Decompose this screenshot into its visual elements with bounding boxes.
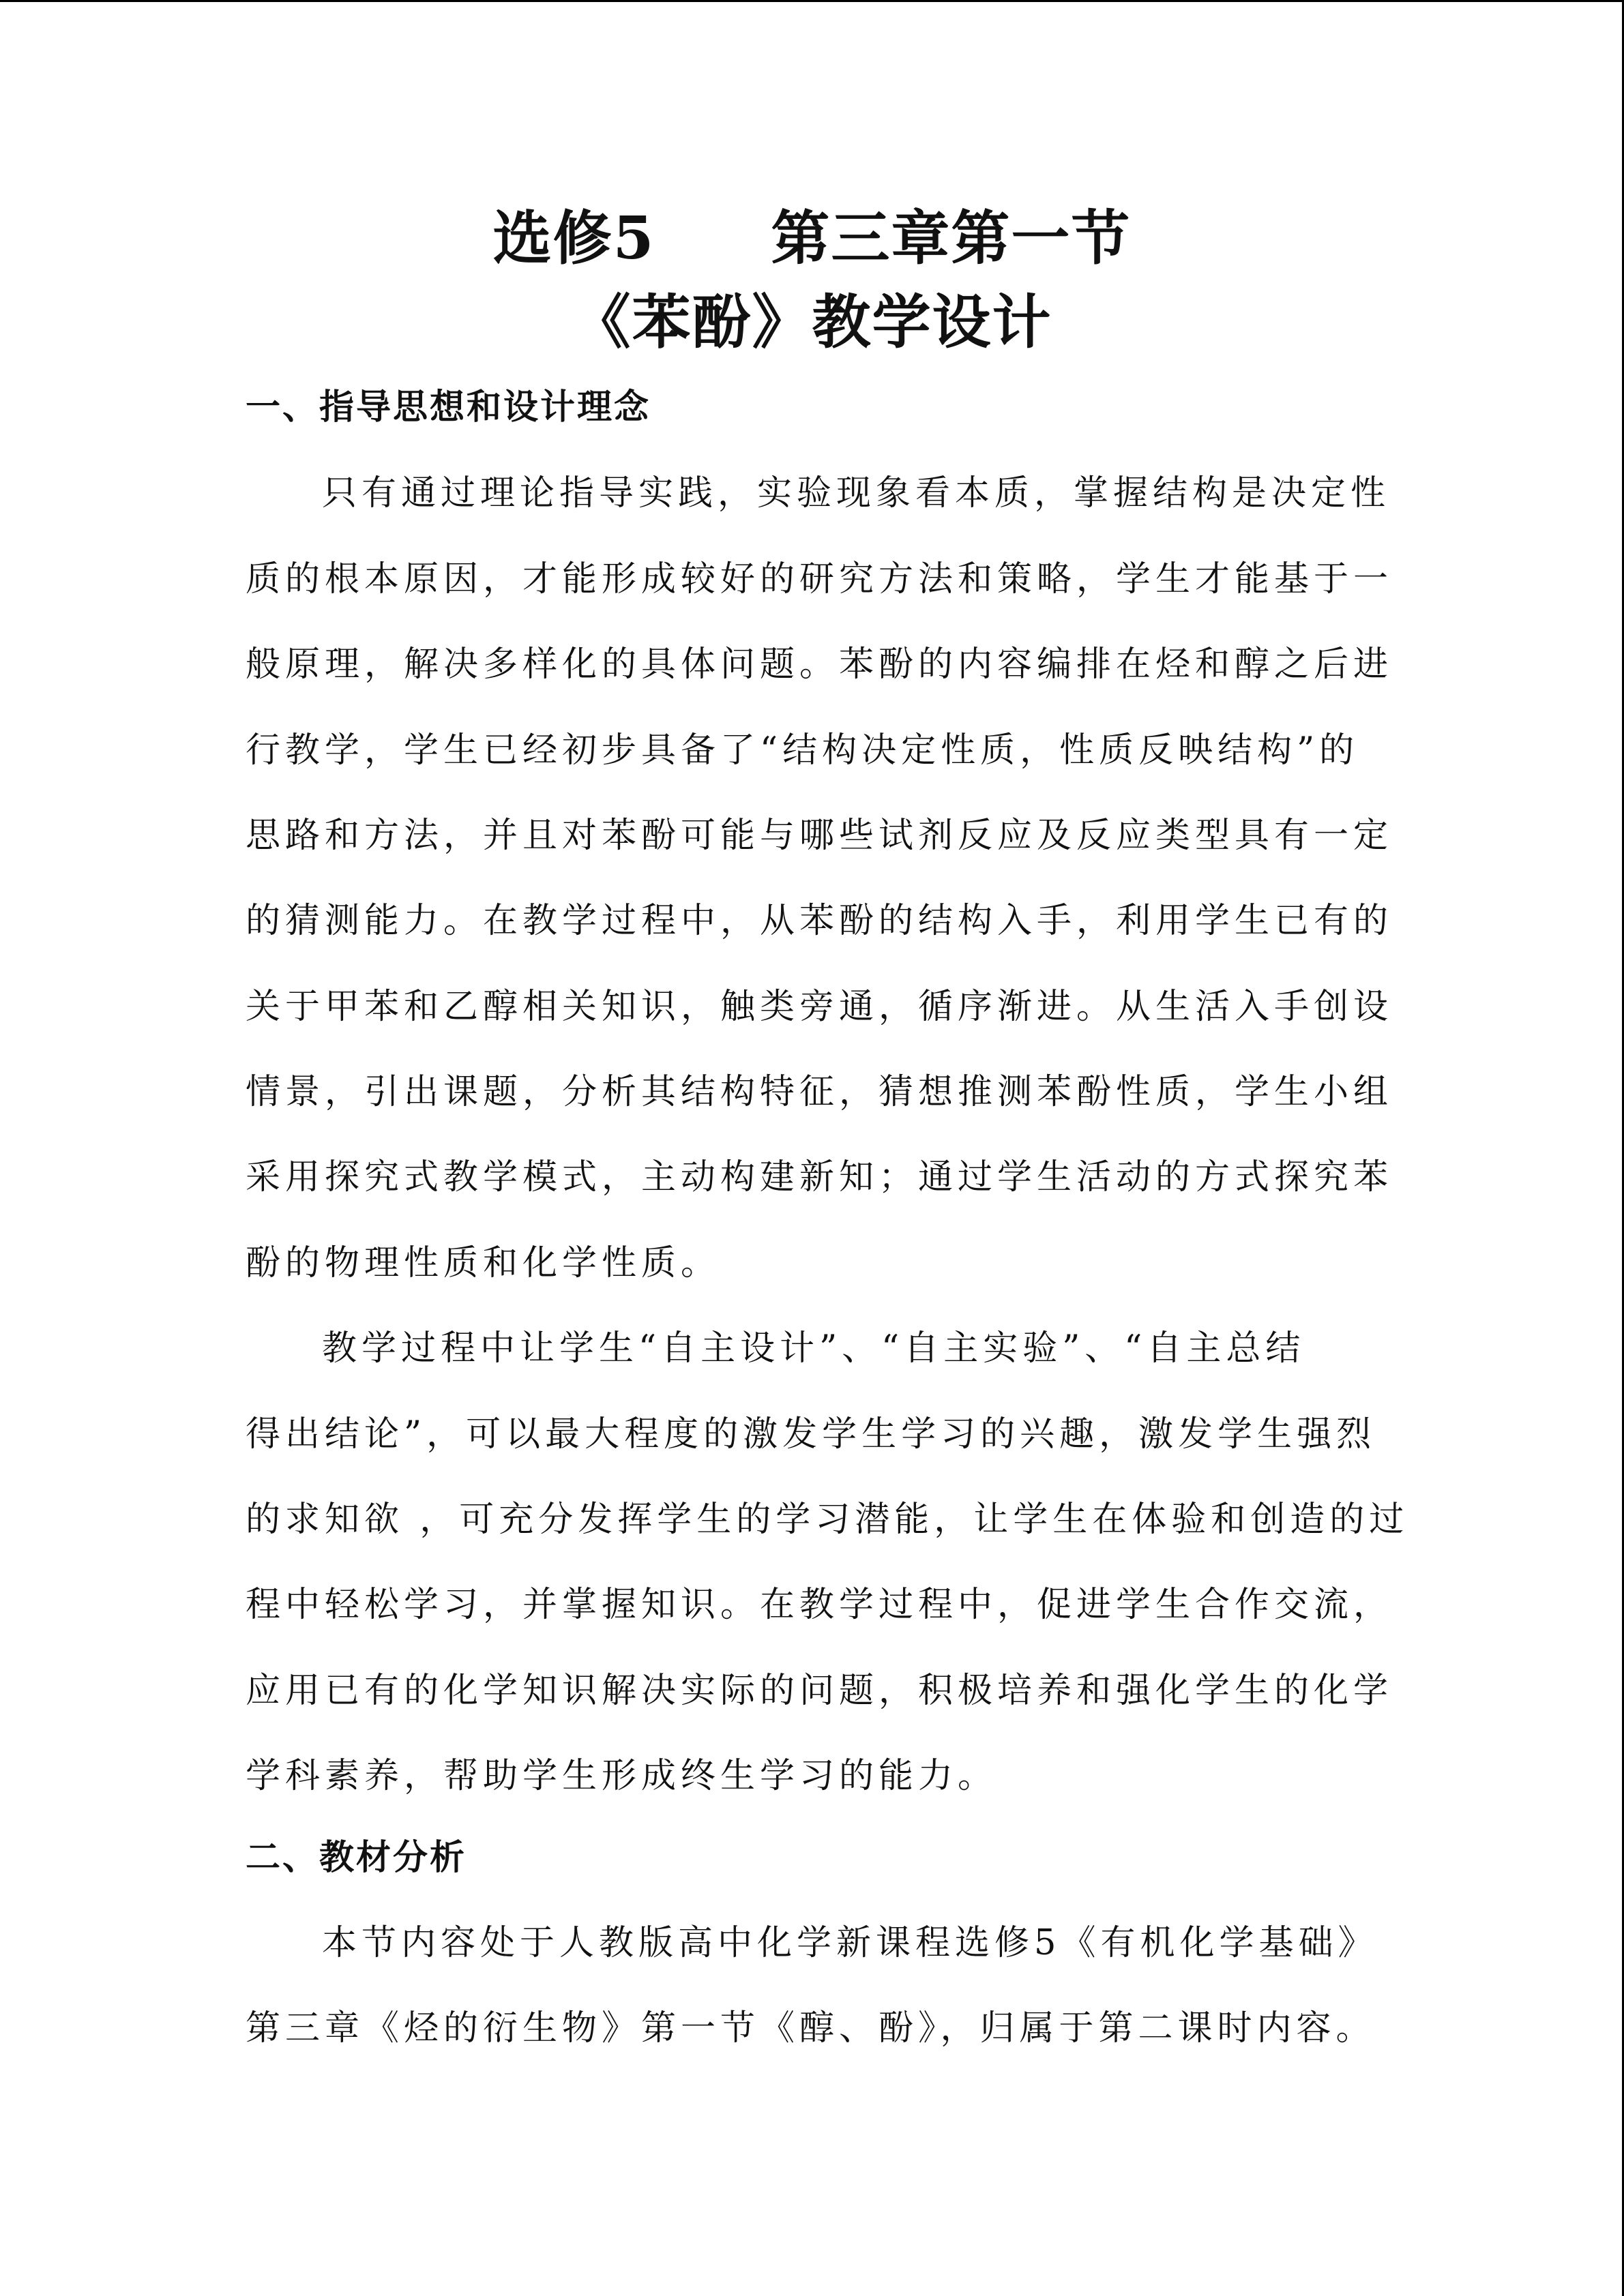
section-heading-textbook-analysis: 二、教材分析 <box>246 1837 467 1878</box>
paragraph-line: 教学过程中让学生“自主设计”、“自主实验”、“自主总结 <box>322 1328 1305 1369</box>
paragraph-line: 程中轻松学习，并掌握知识。在教学过程中，促进学生合作交流， <box>246 1585 1393 1625</box>
paragraph-line: 般原理，解决多样化的具体问题。苯酚的内容编排在烃和醇之后进 <box>246 644 1393 685</box>
paragraph-line: 酚的物理性质和化学性质。 <box>246 1243 721 1283</box>
paragraph-line: 思路和方法，并且对苯酚可能与哪些试剂反应及反应类型具有一定 <box>246 816 1393 856</box>
paragraph-line: 质的根本原因，才能形成较好的研究方法和策略，学生才能基于一 <box>246 559 1393 599</box>
paragraph-line: 关于甲苯和乙醇相关知识，触类旁通，循序渐进。从生活入手创设 <box>246 987 1393 1027</box>
title-chapter: 第三章第一节 <box>771 204 1132 273</box>
paragraph-line: 应用已有的化学知识解决实际的问题，积极培养和强化学生的化学 <box>246 1671 1393 1711</box>
paragraph-line: 的猜测能力。在教学过程中，从苯酚的结构入手，利用学生已有的 <box>246 901 1393 941</box>
paragraph-line: 只有通过理论指导实践，实验现象看本质，掌握结构是决定性 <box>322 473 1391 513</box>
paragraph-line: 的求知欲 ，可充分发挥学生的学习潜能，让学生在体验和创造的过 <box>246 1500 1409 1540</box>
paragraph-line: 本节内容处于人教版高中化学新课程选修5《有机化学基础》 <box>322 1923 1378 1963</box>
title-course: 选修5 <box>492 204 655 273</box>
paragraph-line: 采用探究式教学模式，主动构建新知；通过学生活动的方式探究苯 <box>246 1157 1393 1197</box>
paragraph-line: 学科素养，帮助学生形成终生学习的能力。 <box>246 1756 998 1796</box>
document-subtitle: 《苯酚》教学设计 <box>572 288 1052 357</box>
paragraph-line: 第三章《烃的衍生物》第一节《醇、酚》，归属于第二课时内容。 <box>246 2008 1376 2048</box>
paragraph-line: 行教学，学生已经初步具备了“结构决定性质，性质反映结构”的 <box>246 730 1359 771</box>
section-heading-guiding-ideas: 一、指导思想和设计理念 <box>246 387 651 428</box>
paragraph-line: 得出结论”，可以最大程度的激发学生学习的兴趣，激发学生强烈 <box>246 1414 1376 1455</box>
paragraph-line: 情景，引出课题，分析其结构特征，猜想推测苯酚性质，学生小组 <box>246 1072 1393 1112</box>
document-title <box>0 201 1624 276</box>
